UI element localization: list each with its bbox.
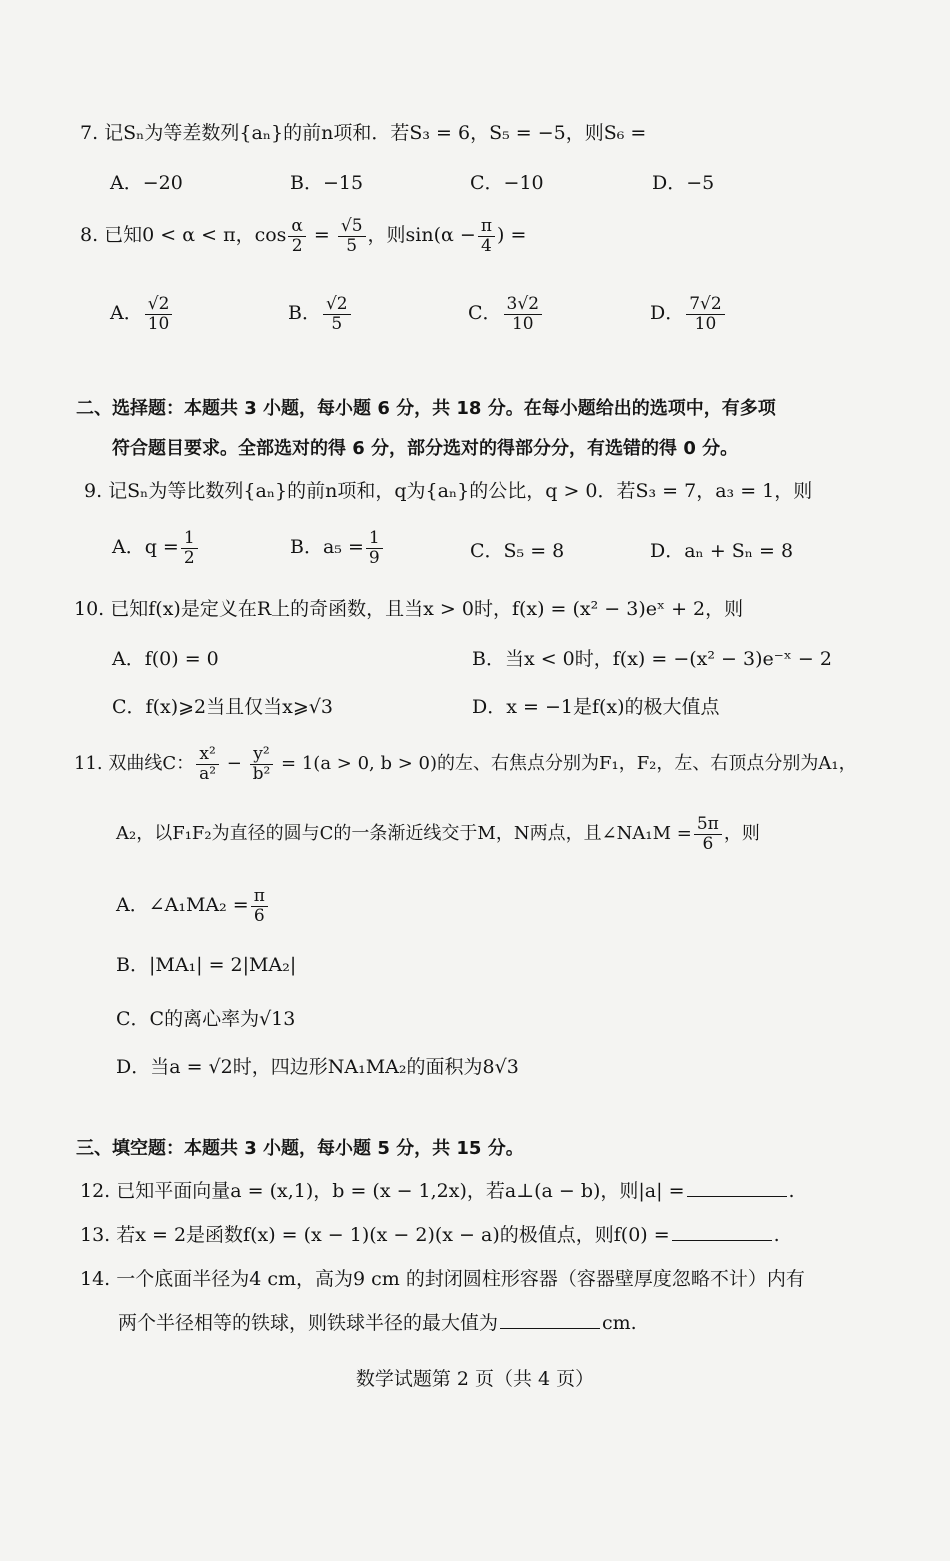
q14-answer-blank[interactable] <box>500 1310 600 1329</box>
q8-option-c: C． $\frac{3√2}{10}$ <box>468 288 544 338</box>
q11-fraction-x2-over-a2: $\frac{\text{x²}}{\text{a²}}$ <box>196 745 219 784</box>
q9-option-c: C．S₅ = 8 <box>470 540 565 562</box>
q11-fraction-5pi-over-6: $\frac{5\pi}{6}$ <box>694 815 722 854</box>
q13-answer-blank[interactable] <box>672 1222 772 1241</box>
q14-stem-line2: 两个半径相等的铁球，则铁球半径的最大值为 cm. <box>118 1312 637 1334</box>
q7-option-d: D．−5 <box>652 172 715 194</box>
q11-option-c: C．C的离心率为√13 <box>116 1008 296 1030</box>
q14-stem-line1: 14. 一个底面半径为4 cm，高为9 cm 的封闭圆柱形容器（容器壁厚度忽略不计）内有 <box>80 1268 805 1290</box>
q8-fraction-pi-over-4: $\frac{\pi}{4}$ <box>478 217 495 256</box>
q11-stem-line1: 11. 双曲线C： $\frac{\text{x²}}{\text{a²}}$ − $\frac{\text{y²}}{\text{b²}}$ = 1(a > 0, b > 0)的左、右焦点分别为F₁，F₂，左、右顶点分别为A₁， <box>74 743 857 784</box>
q11-option-a: A．∠A₁MA₂ = $\frac{\pi}{6}$ <box>116 880 270 930</box>
q12-answer-blank[interactable] <box>687 1178 787 1197</box>
q8-stem-part-a: 8. 已知0 < α < π，cos <box>80 224 287 246</box>
q10-option-d: D．x = −1是f(x)的极大值点 <box>472 696 720 718</box>
section2-heading-line1: 二、选择题：本题共 3 小题，每小题 6 分，共 18 分。在每小题给出的选项中，有多项 <box>76 398 776 419</box>
q10-option-a: A．f(0) = 0 <box>112 648 219 670</box>
section3-heading: 三、填空题：本题共 3 小题，每小题 5 分，共 15 分。 <box>76 1138 524 1159</box>
q8-stem-part-b: ，则sin(α − <box>367 224 476 246</box>
q10-stem: 10. 已知f(x)是定义在R上的奇函数，且当x > 0时，f(x) = (x² − 3)eˣ + 2，则 <box>74 598 744 620</box>
q7-option-a: A．−20 <box>110 172 183 194</box>
q11-fraction-y2-over-b2: $\frac{\text{y²}}{\text{b²}}$ <box>250 745 274 784</box>
section2-heading-line2: 符合题目要求。全部选对的得 6 分，部分选对的得部分分，有选错的得 0 分。 <box>112 438 739 459</box>
q11-option-b: B．|MA₁| = 2|MA₂| <box>116 954 297 976</box>
q8-option-a: A． $\frac{√2}{10}$ <box>110 288 174 338</box>
q10-option-b: B．当x < 0时，f(x) = −(x² − 3)e⁻ˣ − 2 <box>472 648 832 670</box>
q8-fraction-alpha-over-2: $\frac{\alpha}{2}$ <box>288 217 305 256</box>
q9-option-a: A．q = $\frac{1}{2}$ <box>112 522 200 572</box>
q7-option-b: B．−15 <box>290 172 364 194</box>
q7-stem: 7. 记Sₙ为等差数列{aₙ}的前n项和．若S₃ = 6，S₅ = −5，则S₆ = <box>80 122 647 144</box>
q13-stem: 13. 若x = 2是函数f(x) = (x − 1)(x − 2)(x − a)的极值点，则f(0) = . <box>80 1224 780 1246</box>
q8-option-d: D． $\frac{7√2}{10}$ <box>650 288 727 338</box>
q10-option-c: C．f(x)⩾2当且仅当x⩾√3 <box>112 696 333 718</box>
q9-option-b: B．a₅ = $\frac{1}{9}$ <box>290 522 385 572</box>
q9-option-d: D．aₙ + Sₙ = 8 <box>650 540 794 562</box>
q8-stem: 8. 已知0 < α < π，cos $\frac{\alpha}{2}$ = $\frac{√5}{5}$ ，则sin(α − $\frac{\pi}{4}$ ) = <box>80 215 527 256</box>
q11-stem-line2: A₂，以F₁F₂为直径的圆与C的一条渐近线交于M，N两点，且∠NA₁M = $\frac{5\pi}{6}$ ，则 <box>116 813 760 854</box>
q9-stem: 9. 记Sₙ为等比数列{aₙ}的前n项和，q为{aₙ}的公比，q > 0．若S₃ = 7，a₃ = 1，则 <box>84 480 813 502</box>
q7-option-c: C．−10 <box>470 172 544 194</box>
q8-fraction-root5-over-5: $\frac{√5}{5}$ <box>338 217 366 256</box>
q8-option-b: B． $\frac{√2}{5}$ <box>288 288 353 338</box>
q11-option-d: D．当a = √2时，四边形NA₁MA₂的面积为8√3 <box>116 1056 519 1078</box>
q12-stem: 12. 已知平面向量a = (x,1)，b = (x − 1,2x)，若a⊥(a − b)，则|a| = . <box>80 1180 795 1202</box>
page-footer: 数学试题第 2 页（共 4 页） <box>355 1368 595 1390</box>
